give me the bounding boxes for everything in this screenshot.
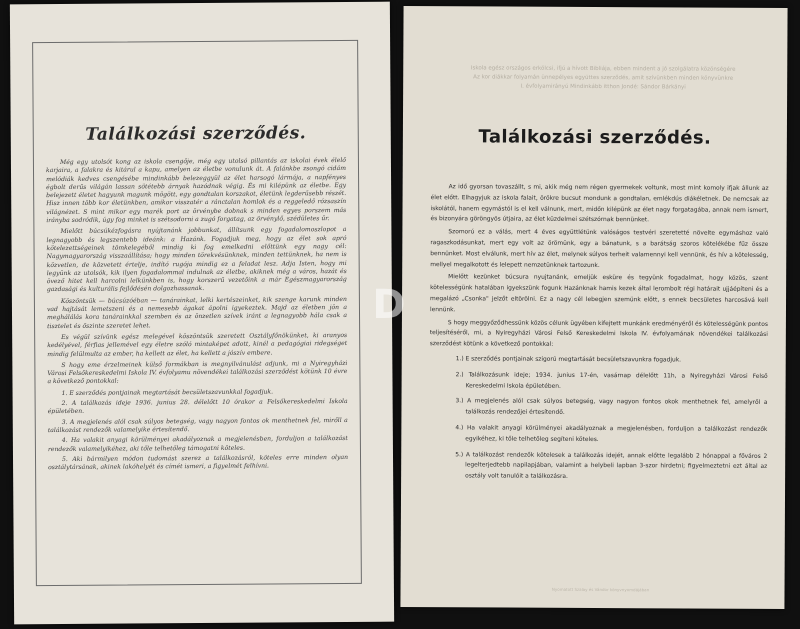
left-item-4: 4. Ha valakit anyagi körülményei akadályoznak a megjelenésben, forduljon a találkozást rendezők valamelyikéhez, aki tőle telhetőleg támogatni köteles. xyxy=(47,435,348,453)
left-item-5: 5. Aki bármilyen módon tudomást szerez a találkozásról, köteles erre minden olyan osztálytársának, akinek lakóhelyét és címét ismeri, a figyelmét felhívni. xyxy=(48,453,349,472)
right-paragraph-2: Szomorú ez a válás, mert 4 éves együttlétünk valóságos testvéri szeretetté növelte egymáshoz való ragaszkodásunkat, mert egy volt az örömünk, egy a bánatunk, s a barátság szoros kötelékébe fűz össze bennünket. Most elválunk, mert hív az élet, melynek súlyos terheit valamennyi kell vennünk, és hív a kötelesség, mellyel megalkotott és lelepett nemzetünknek tartozunk. xyxy=(430,229,769,269)
left-item-1: 1. E szerződés pontjainak megtartását becsületszavunkkal fogadjuk. xyxy=(61,388,274,397)
right-document xyxy=(400,6,787,609)
left-paragraph-3: Köszöntsük — búcsúzóéban — tanárainkat, lelki kertészeinket, kik szenge karunk minden vad hajtását lemetszeni és a nemesebb ágakat ápolni igyekeztek. Majd az életben jön a meghálálás kora tanárainkkal szemben és az önzetlen szívek iránt a legnagyobb hála csak a tisztelet és őszinte szeretet lehet. xyxy=(46,295,348,330)
left-paragraph-5: S hogy eme érzelmeinek külső formákban is megnyilvánulást adjunk, mi a Nyiregyházi Városi Felsőkereskedelmi Iskola IV. évfolyamu növendékei találkozási szerződést kötünk 10 évre a következő pontokkal: xyxy=(47,359,348,386)
right-item-1: 1.) E szerződés pontjainak szigorú megtartását becsületszavunkra fogadjuk. xyxy=(455,356,682,364)
right-document-body xyxy=(429,182,769,489)
left-paragraph-4: Es végül szívünk egész melegével köszöntsük szeretett Osztályfőnökünket, ki aranyos kedélyével, férfias jellemével egy életre szóló mintaképet adott, kinél a pedagógiai ridegséget mindig felülmulta az ember, ha kellett az élet, ha kellett a jószív embere. xyxy=(47,331,348,358)
left-item-3: 3. A megjelenés alól csak súlyos betegség, vagy nagyon fontos ok menthetnek fel, mirőll a találkozást rendezők valamelyike értesítendő. xyxy=(47,416,348,434)
right-document-title: Találkozási szerződés. xyxy=(478,126,712,149)
right-printer-footer: Nyomatott Szalay és Vándor könyvnyomdájában xyxy=(551,586,650,593)
right-faded-header xyxy=(453,64,753,93)
left-paragraph-2: Mielőtt búcsúkézfogásra nyújtanánk jobbunkat, állítsunk egy fogadalomoszlopot a legnagyobb és legszentebb ideánk: a Hazánk. Fogadjuk meg, hogy az élet sok apró kötelezettségeinek tömkelegéből mindig ki fog emelkedni előttünk egy nagy cél: Nagymagyarország visszaállítása; hogy minden törekvésünknek, minden tettünknek, ha nem is közvetlen, de közvetett értelje, indító rugója mindig ez a feladat lesz. Adja Isten, hogy mi legyünk az utolsók, kik ilyen fogadalommal indulnak az életbe, akiknek még a város, hazát és övező hitet kell harcolni lelkünkben is, hogy korszerű vezetőink a már Egészmagyarország gazdasági és kulturális fejlődésén dolgozhassanak. xyxy=(46,226,347,294)
right-faded-header-line: I. évfolyamirányú Mindinkább itthon Jondé: Sándor Bárkányi xyxy=(520,83,686,91)
right-paragraph-4: S hogy meggyőződhessünk közös célunk ügyében kifejtett munkánk eredményéről és kötelességünk pontos teljesítéséről, mi, a Nyiregyházi Városi Felső Kereskedelmi Iskola IV. évfolyamának növendékei találkozási szerződést kötünk a következő pontokkal: xyxy=(429,319,768,348)
right-faded-header-line: Az kor diákkar folyamán ünnepélyes együttes szerződés, amit szívünkben minden könyvünkre xyxy=(473,74,734,82)
left-item-2: 2. A találkozás ideje 1936. junius 28. délelőtt 10 órakor a Felsőkereskedelmi Iskola épületében. xyxy=(47,398,348,416)
left-document-frame xyxy=(32,40,362,586)
watermark: D xyxy=(372,282,408,328)
left-paragraph-1: Még egy utolsót kong az iskola csengője, még egy utolsó pillantás az iskolai évek élelő karjaira, a falakra és kitárul a kapu, amelyen az életbe vonulunk át. A falánkbe zsongó cidám melódiák kedves csengésébe mindinkább belezeggyül az élet harsogó lármája, a napfényes égbolt derűs világán lassan sötétebb árnyak hazódnak végig. És mi kilépünk az életbe. Egy belejezett életet hagyunk magunk mögött, egy gondtalan korszakot, életünk legderűsebb részét. Hisz innen több kor életünkben, amikor visszatér a ránctalan homlok és a reggeledő rózsaszín világnézet. S mint mikor egy marék port az örvénybe dobnak s minden egyes porszem más irányba sodródik, úgy fog minket is szétsodorni a zugó forgatag, az örvénylő, szédületes űr. xyxy=(45,156,347,225)
right-item-4: 4.) Ha valakit anyagi körülményei akadályoznak a megjelenésben, forduljon a találkozást rendezők egyikéhez, ki tőle telhetőleg segíteni köteles. xyxy=(455,425,768,443)
right-paragraph-3: Mielőtt kezünket búcsura nyujtanánk, emeljük esküre és tegyünk fogadalmat, hogy közös, szent kötelességünk hatalában igyekszünk fogunk Hazánknak hamis kezek által lerombolt régi határait ujjáépíteni és a megalázó „Csonka" jelzőt eltörölni. Ez a nagy cél lebegjen szemünk előtt, s ennek becsületes harcosává kell lennünk. xyxy=(429,274,769,314)
right-item-3: 3.) A megjelenés alól csak súlyos betegség, vagy nagyon fontos okok menthetnek fel, amelyről a találkozás rendezőjei értesítendő. xyxy=(455,398,768,416)
left-document-title: Találkozási szerződés. xyxy=(85,123,307,145)
right-item-5: 5.) A találkozást rendezők kötelesek a találkozás idejét, annak előtte legalább 2 hónappal a főváros 2 legelterjedtebb napilapjában, valamint a helybeli lapban 3-szor hirdetni; figyelmeztetni ezt által az osztály volt tanulóit a találkozásra. xyxy=(455,451,768,480)
right-item-2: 2.) Találkozásunk ideje; 1934. junius 17-én, vasárnap délelőtt 11h, a Nyiregyházi Városi Felső Kereskedelmi Iskola épületében. xyxy=(455,372,768,390)
right-faded-header-line: Iskola egész országos erkölcsi, ifjú a hívott Bibliája, ebben mindent a jó szolgálatra közönségére xyxy=(470,65,736,73)
right-item-list xyxy=(429,354,768,484)
right-paragraph-1: Az idő gyorsan tovaszállt, s mi, akik még nem régen gyermekek voltunk, most mint komoly ifjak állunk az élet előtt. Elhagyjuk az iskola falait, örökre bucsut mondunk a gondtalan, emlékdús diákéletnek. De nemcsak az iskolától, hanem egymástól is el kell válnunk, mert, midőn kilépünk az élet nagy forgatagába, annak nem ismert, és bizonyára göröngyös útjaira, az élet küzdelmei szétszórnak bennünket. xyxy=(430,184,769,224)
